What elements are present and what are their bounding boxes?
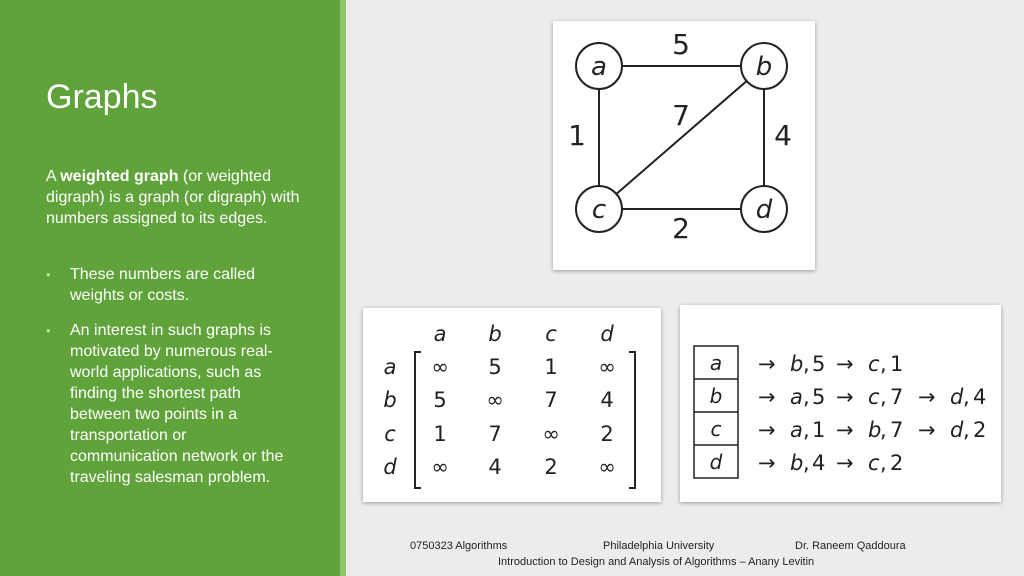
matrix-cell: ∞ xyxy=(431,355,449,379)
adj-weight: 2 xyxy=(973,418,987,442)
adj-weight: 1 xyxy=(812,418,826,442)
adjacency-svg xyxy=(680,305,1001,502)
matrix-cell: 4 xyxy=(600,388,614,412)
matrix-cell: ∞ xyxy=(431,455,449,479)
adj-vertex: d xyxy=(950,418,964,442)
arrow-icon: → xyxy=(758,418,776,442)
adj-separator: , xyxy=(880,385,887,409)
arrow-icon: → xyxy=(836,451,854,475)
weight-a-c: 1 xyxy=(568,119,586,152)
matrix-cell: 4 xyxy=(488,455,502,479)
adj-separator: , xyxy=(963,385,970,409)
intro-prefix: A xyxy=(46,168,61,185)
matrix-cell: ∞ xyxy=(598,355,616,379)
adj-vertex: d xyxy=(950,385,964,409)
matrix-cell: 5 xyxy=(433,388,447,412)
arrow-icon: → xyxy=(836,352,854,376)
graph-svg xyxy=(553,21,815,270)
adj-vertex: b xyxy=(790,352,804,376)
bullet-dot-icon: • xyxy=(46,267,51,282)
footer-course: 0750323 Algorithms xyxy=(410,540,508,552)
matrix-col-header: d xyxy=(600,322,614,346)
adj-separator: , xyxy=(880,418,887,442)
node-d-label: d xyxy=(755,195,773,225)
arrow-icon: → xyxy=(836,418,854,442)
matrix-col-header: c xyxy=(545,322,557,346)
adj-weight: 4 xyxy=(812,451,826,475)
adj-vertex: c xyxy=(868,451,880,475)
adj-separator: , xyxy=(880,451,887,475)
adj-separator: , xyxy=(803,451,810,475)
bullet-item xyxy=(46,264,296,306)
adj-separator: , xyxy=(803,385,810,409)
edge-b-c xyxy=(599,66,764,209)
left-panel-edge xyxy=(340,0,346,576)
adj-vertex: a xyxy=(790,418,803,442)
node-a-label: a xyxy=(591,52,607,82)
weight-b-d: 4 xyxy=(774,119,792,152)
graph-figure xyxy=(553,21,815,270)
matrix-cell: 7 xyxy=(544,388,558,412)
matrix-cell: 7 xyxy=(488,422,502,446)
adjacency-list-figure xyxy=(680,305,1001,502)
intro-rest: (or weighted digraph) is a graph (or digraph) with numbers assigned to its edges. xyxy=(46,168,300,227)
footer-university: Philadelphia University xyxy=(603,540,715,552)
arrow-icon: → xyxy=(836,385,854,409)
arrow-icon: → xyxy=(758,385,776,409)
matrix-cell: 2 xyxy=(544,455,558,479)
arrow-icon: → xyxy=(758,352,776,376)
bullet-dot-icon: • xyxy=(46,323,51,338)
adj-weight: 7 xyxy=(890,385,904,409)
adj-separator: , xyxy=(880,352,887,376)
adj-separator: , xyxy=(803,418,810,442)
adj-weight: 1 xyxy=(890,352,904,376)
matrix-cell: ∞ xyxy=(486,388,504,412)
matrix-row-header: b xyxy=(383,388,397,412)
matrix-cell: 2 xyxy=(600,422,614,446)
matrix-cell: ∞ xyxy=(542,422,560,446)
adj-vertex: c xyxy=(868,352,880,376)
adj-weight: 5 xyxy=(812,385,826,409)
adj-weight: 4 xyxy=(973,385,987,409)
matrix-col-header: a xyxy=(433,322,447,346)
intro-text xyxy=(46,166,306,229)
node-c-label: c xyxy=(591,195,607,225)
slide-title: Graphs xyxy=(46,78,158,116)
adj-separator: , xyxy=(963,418,970,442)
matrix-right-bracket xyxy=(629,352,635,488)
adj-vertex: a xyxy=(790,385,803,409)
bullet-text: An interest in such graphs is motivated by numerous real-world applications, such as finding the shortest path between two points in a transportation or communication network or the traveling salesman problem. xyxy=(70,322,284,486)
vertex-label: a xyxy=(709,351,723,375)
weight-c-d: 2 xyxy=(672,212,690,245)
vertex-label: b xyxy=(709,384,723,408)
adj-vertex: b xyxy=(868,418,882,442)
matrix-col-header: b xyxy=(488,322,502,346)
footer-instructor: Dr. Raneem Qaddoura xyxy=(795,540,906,552)
matrix-left-bracket xyxy=(415,352,421,488)
node-b-label: b xyxy=(755,52,773,82)
bullet-item xyxy=(46,320,296,488)
intro-bold-term: weighted graph xyxy=(60,168,179,185)
matrix-cell: 5 xyxy=(488,355,502,379)
arrow-icon: → xyxy=(918,418,936,442)
adj-vertex: b xyxy=(790,451,804,475)
arrow-icon: → xyxy=(918,385,936,409)
adj-weight: 5 xyxy=(812,352,826,376)
matrix-cell: 1 xyxy=(433,422,447,446)
adj-vertex: c xyxy=(868,385,880,409)
matrix-cell: ∞ xyxy=(598,455,616,479)
matrix-row-header: d xyxy=(383,455,397,479)
bullet-text: These numbers are called weights or costs. xyxy=(70,266,255,304)
matrix-cell: 1 xyxy=(544,355,558,379)
weight-b-c: 7 xyxy=(672,99,690,132)
weight-a-b: 5 xyxy=(672,28,690,61)
adj-separator: , xyxy=(803,352,810,376)
matrix-svg xyxy=(363,308,661,502)
vertex-label: d xyxy=(709,450,723,474)
matrix-row-header: a xyxy=(383,355,397,379)
footer-book: Introduction to Design and Analysis of Algorithms – Anany Levitin xyxy=(498,556,815,568)
adj-weight: 7 xyxy=(890,418,904,442)
arrow-icon: → xyxy=(758,451,776,475)
matrix-row-header: c xyxy=(384,422,396,446)
vertex-label: c xyxy=(710,417,722,441)
weight-matrix-figure xyxy=(363,308,661,502)
adj-weight: 2 xyxy=(890,451,904,475)
